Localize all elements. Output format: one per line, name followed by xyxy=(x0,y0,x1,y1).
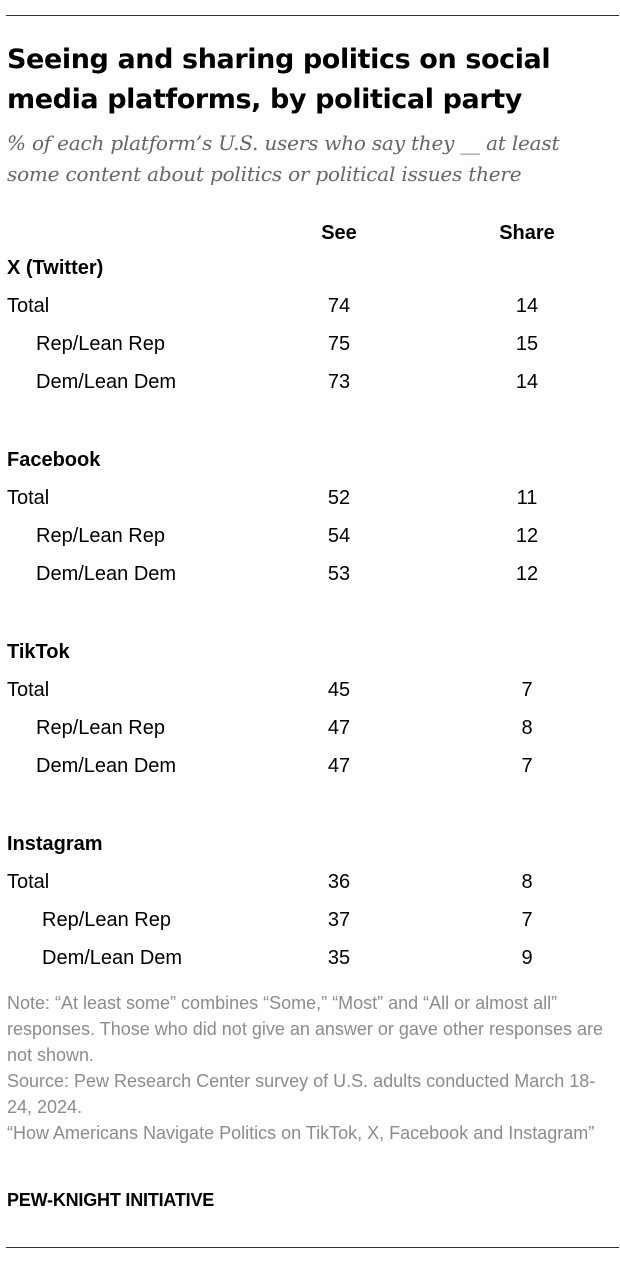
group-title: Instagram xyxy=(7,833,103,855)
see-value: 53 xyxy=(327,563,351,585)
see-value: 47 xyxy=(327,717,351,739)
see-value: 52 xyxy=(327,487,351,509)
share-value: 12 xyxy=(515,525,539,547)
share-value: 11 xyxy=(516,487,538,509)
share-value: 8 xyxy=(521,717,533,739)
source-text: Source: Pew Research Center survey of U.S. adults conducted March 18-24, 2024. xyxy=(7,1071,596,1117)
row-label: Rep/Lean Rep xyxy=(36,333,165,355)
see-value: 73 xyxy=(327,371,351,393)
see-value: 74 xyxy=(327,295,351,317)
share-value: 12 xyxy=(515,563,539,585)
row-label: Rep/Lean Rep xyxy=(36,525,165,547)
group-title: Facebook xyxy=(7,449,101,471)
share-value: 7 xyxy=(521,679,533,701)
column-header-share: Share xyxy=(499,222,555,244)
report-title: “How Americans Navigate Politics on TikTok, X, Facebook and Instagram” xyxy=(7,1123,595,1143)
group-title: X (Twitter) xyxy=(7,257,104,279)
group-title: TikTok xyxy=(7,641,70,663)
see-value: 36 xyxy=(327,871,351,893)
notes xyxy=(7,990,612,1146)
see-value: 35 xyxy=(327,947,351,969)
share-value: 15 xyxy=(515,333,539,355)
row-label: Dem/Lean Dem xyxy=(36,563,177,585)
see-value: 75 xyxy=(327,333,351,355)
share-value: 14 xyxy=(515,295,539,317)
bottom-rule xyxy=(6,1247,619,1248)
brand-label: PEW-KNIGHT INITIATIVE xyxy=(7,1190,215,1210)
chart-title: Seeing and sharing politics on social media platforms, by political party xyxy=(7,44,551,115)
see-value: 47 xyxy=(327,755,351,777)
row-label: Rep/Lean Rep xyxy=(36,717,165,739)
share-value: 14 xyxy=(515,371,539,393)
row-label: Total xyxy=(7,679,50,701)
share-value: 9 xyxy=(521,947,533,969)
row-label: Dem/Lean Dem xyxy=(36,755,177,777)
row-label: Total xyxy=(7,487,50,509)
share-value: 8 xyxy=(521,871,533,893)
share-value: 7 xyxy=(521,909,533,931)
row-label: Total xyxy=(7,871,50,893)
row-label: Dem/Lean Dem xyxy=(42,947,183,969)
row-label: Dem/Lean Dem xyxy=(36,371,177,393)
chart-subtitle: % of each platform’s U.S. users who say they __ at least some content about politics or political issues there xyxy=(7,131,560,186)
note-text: Note: “At least some” combines “Some,” “Most” and “All or almost all” responses. Those who did not give an answer or gave other responses are not shown. xyxy=(7,993,604,1065)
see-value: 37 xyxy=(327,909,351,931)
row-label: Total xyxy=(7,295,50,317)
see-value: 54 xyxy=(327,525,351,547)
see-value: 45 xyxy=(327,679,351,701)
share-value: 7 xyxy=(521,755,533,777)
column-header-see: See xyxy=(321,222,357,244)
row-label: Rep/Lean Rep xyxy=(42,909,171,931)
